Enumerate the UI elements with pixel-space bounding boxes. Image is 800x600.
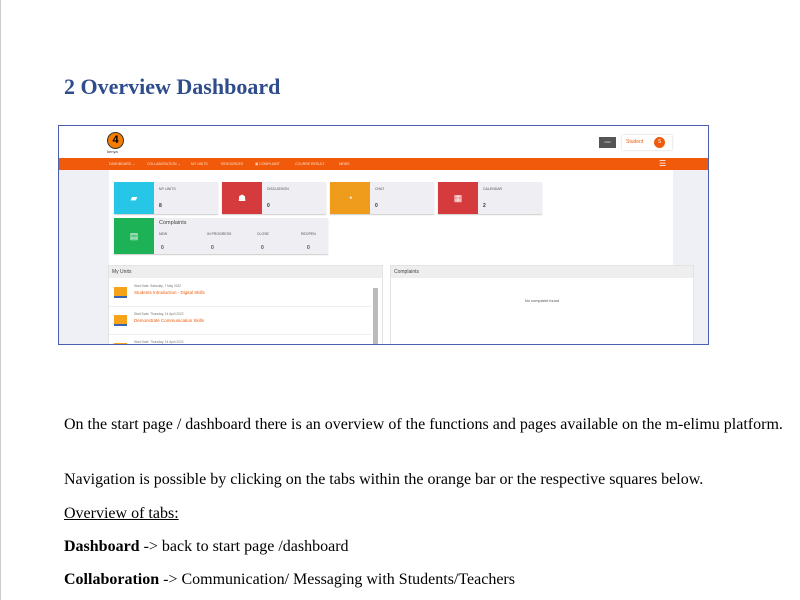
nav-dashboard[interactable]: DASHBOARD ⌄ bbox=[109, 162, 136, 166]
page-edge bbox=[0, 0, 1, 600]
unit-link[interactable]: Students Introduction - Digital Skills bbox=[134, 290, 205, 295]
dashboard-screenshot bbox=[58, 125, 709, 345]
nav-news[interactable]: NEWS bbox=[339, 162, 350, 166]
nav-complaint[interactable]: ▣ COMPLAINT bbox=[255, 162, 280, 166]
scrollbar[interactable] bbox=[373, 288, 378, 345]
tile-complaints[interactable] bbox=[114, 218, 328, 254]
book-icon bbox=[114, 343, 127, 345]
tile-value: 0 bbox=[375, 203, 378, 209]
logo-text: kenya bbox=[107, 149, 118, 154]
unit-link[interactable]: Demonstrate Communication Skills bbox=[134, 318, 205, 323]
col-label: REOPEN bbox=[301, 232, 316, 236]
logo: 4 bbox=[107, 132, 124, 149]
tile-value: 8 bbox=[159, 203, 162, 209]
unit-date: Start Date: Saturday, 7 May 2022 bbox=[134, 284, 182, 288]
avatar: S bbox=[654, 137, 665, 148]
tile-chat[interactable] bbox=[330, 182, 434, 214]
complaints-title: Complaints bbox=[159, 220, 187, 226]
panel-title: My Units bbox=[109, 266, 382, 278]
col-label: IN PROGRESS bbox=[207, 232, 232, 236]
tile-label: MY UNITS bbox=[159, 187, 176, 191]
tile-my-units[interactable] bbox=[114, 182, 218, 214]
col-value: 0 bbox=[307, 245, 310, 251]
col-label: NEW bbox=[159, 232, 168, 236]
col-value: 0 bbox=[161, 245, 164, 251]
calendar-icon: ▦ bbox=[438, 182, 478, 214]
tile-calendar[interactable] bbox=[438, 182, 542, 214]
term: Dashboard bbox=[64, 538, 140, 555]
col-value: 0 bbox=[261, 245, 264, 251]
empty-message: No complaint found bbox=[524, 298, 560, 303]
col-value: 0 bbox=[211, 245, 214, 251]
description: -> Communication/ Messaging with Students/Teachers bbox=[159, 571, 515, 588]
section-heading: 2 Overview Dashboard bbox=[64, 74, 281, 99]
menu-icon[interactable]: ☰ bbox=[659, 159, 667, 168]
header-button[interactable]: 2022 bbox=[599, 137, 616, 148]
unit-date: Start Date: Thursday, 14 April 2022 bbox=[134, 340, 184, 344]
chat-icon: ◔ bbox=[330, 182, 370, 214]
complaints-panel bbox=[390, 265, 694, 345]
list-item[interactable] bbox=[109, 279, 371, 307]
book-icon bbox=[114, 315, 127, 326]
list-item[interactable] bbox=[109, 335, 371, 345]
user-menu[interactable] bbox=[622, 135, 672, 150]
my-units-panel bbox=[108, 265, 383, 345]
nav-bar bbox=[59, 158, 708, 170]
nav-my-units[interactable]: MY UNITS bbox=[191, 162, 208, 166]
book-icon bbox=[114, 287, 127, 298]
paragraph-collaboration bbox=[64, 569, 784, 590]
unit-date: Start Date: Thursday, 14 April 2022 bbox=[134, 312, 184, 316]
paragraph-navigation: Navigation is possible by clicking on the tabs within the orange bar or the respective squares below. bbox=[64, 471, 704, 488]
description: -> back to start page /dashboard bbox=[139, 538, 349, 555]
list-item[interactable] bbox=[109, 307, 371, 335]
paragraph-dashboard bbox=[64, 536, 784, 557]
col-label: CLOSE bbox=[257, 232, 269, 236]
tile-label: CHAT bbox=[375, 187, 385, 191]
tabs-overview-heading: Overview of tabs: bbox=[64, 505, 179, 522]
book-icon: ▰ bbox=[114, 182, 154, 214]
tile-discussion[interactable] bbox=[222, 182, 326, 214]
tile-value: 2 bbox=[483, 203, 486, 209]
tile-label: CALENDAR bbox=[483, 187, 503, 191]
tile-value: 0 bbox=[267, 203, 270, 209]
paragraph-intro: On the start page / dashboard there is an overview of the functions and pages available on the m-elimu platform. bbox=[64, 416, 783, 433]
user-label: Student bbox=[626, 139, 644, 145]
left-gutter bbox=[59, 170, 109, 344]
term: Collaboration bbox=[64, 571, 160, 588]
complaint-icon: ▤ bbox=[114, 218, 154, 254]
nav-collaboration[interactable]: COLLABORATION ⌄ bbox=[147, 162, 181, 166]
tile-label: DISCUSSION bbox=[267, 187, 289, 191]
nav-course-result[interactable]: COURSE RESULT bbox=[295, 162, 325, 166]
users-icon: ☗ bbox=[222, 182, 262, 214]
nav-resources[interactable]: RESOURCES bbox=[221, 162, 244, 166]
panel-title: Complaints bbox=[391, 266, 693, 278]
